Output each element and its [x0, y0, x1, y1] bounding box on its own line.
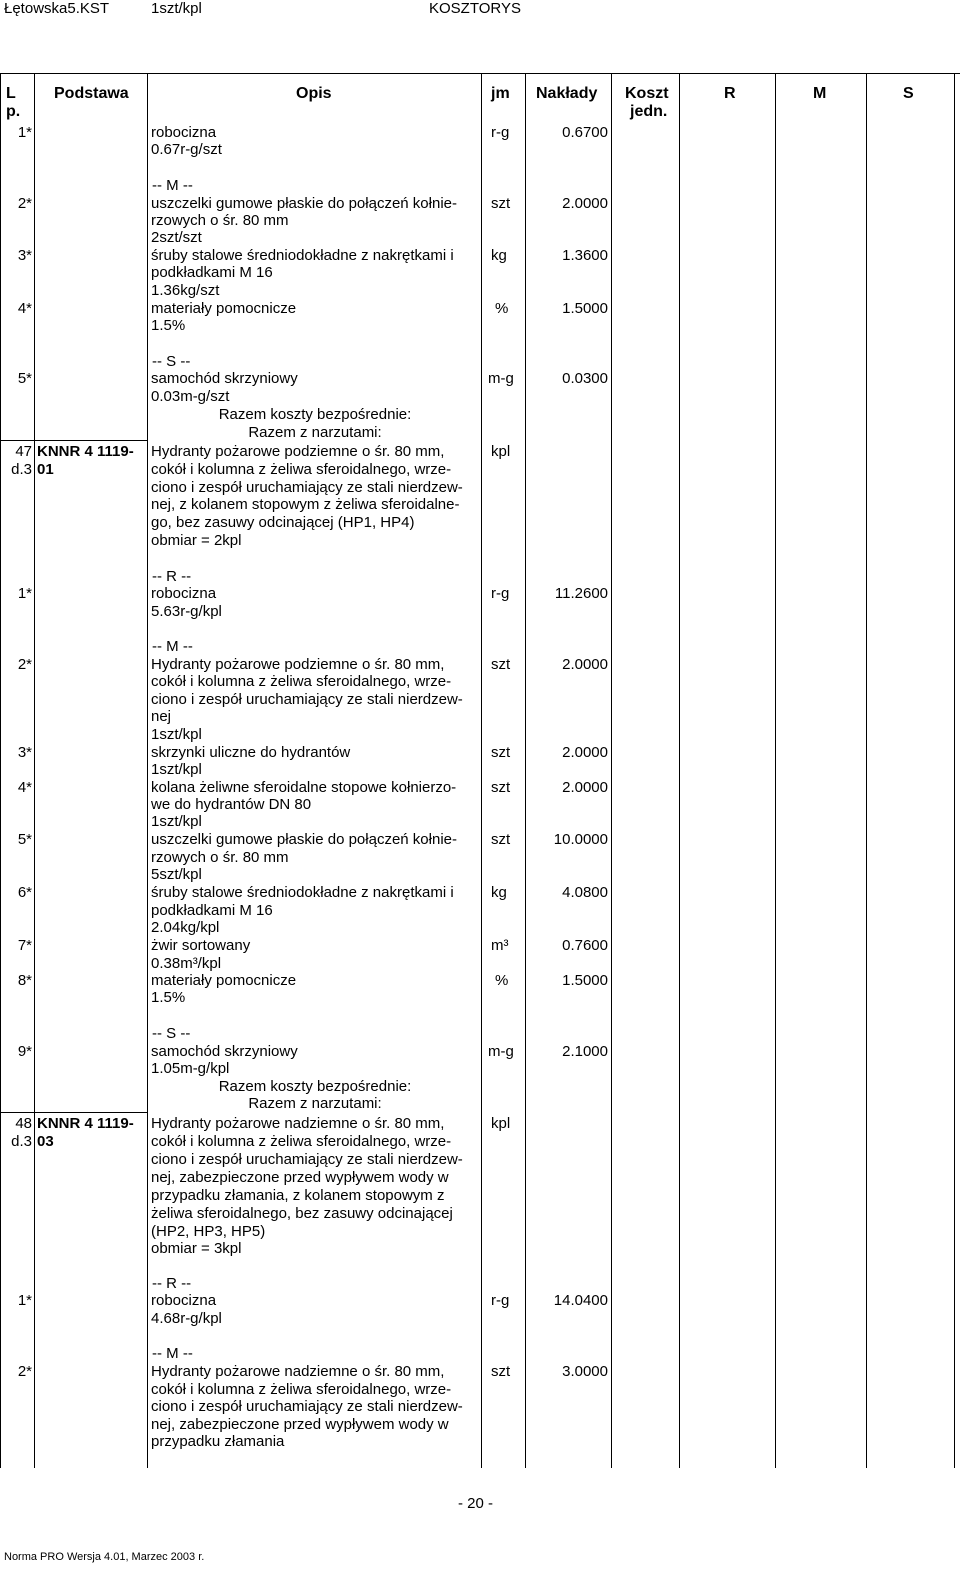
unit: m³	[491, 937, 509, 954]
unit: r-g	[491, 585, 510, 602]
description-line: nej, zabezpieczone przed wypływem wody w	[151, 1416, 449, 1433]
description-line: nej, zabezpieczone przed wypływem wody w	[151, 1169, 449, 1186]
quantity: 2.0000	[562, 656, 608, 673]
description-line: 5.63r-g/kpl	[151, 603, 222, 620]
description-line: 1szt/kpl	[151, 813, 202, 830]
description-line: (HP2, HP3, HP5)	[151, 1223, 266, 1240]
header-r: R	[724, 85, 736, 102]
table-top-border	[0, 73, 960, 74]
unit: kg	[491, 247, 507, 264]
row-divider-48	[0, 1112, 147, 1113]
line-number: 2*	[17, 656, 32, 673]
header-lp: L	[6, 85, 16, 102]
line-number: 2*	[17, 1363, 32, 1380]
unit: m-g	[488, 370, 514, 387]
quantity: 0.0300	[562, 370, 608, 387]
description-line: obmiar = 3kpl	[151, 1240, 242, 1257]
column-divider-koszt	[679, 73, 680, 1468]
description-line: 0.03m-g/szt	[151, 388, 230, 405]
quantity: 2.0000	[562, 744, 608, 761]
column-divider-podstawa	[147, 73, 148, 1468]
row-divider-47	[0, 440, 147, 441]
resource-group-label: -- M --	[152, 1345, 193, 1362]
description-line: rzowych o śr. 80 mm	[151, 849, 289, 866]
description-line: przypadku złamania, z kolanem stopowym z	[151, 1187, 445, 1204]
unit: szt	[491, 195, 511, 212]
software-version: Norma PRO Wersja 4.01, Marzec 2003 r.	[4, 1551, 205, 1563]
unit: kpl	[491, 443, 511, 460]
description-line: 0.67r-g/szt	[151, 141, 222, 158]
description-line: przypadku złamania	[151, 1433, 285, 1450]
line-number: 48	[15, 1115, 32, 1132]
header-jm: jm	[491, 85, 510, 102]
quantity: 2.1000	[562, 1043, 608, 1060]
quantity: 1.3600	[562, 247, 608, 264]
unit: %	[495, 300, 509, 317]
quantity: 1.5000	[562, 972, 608, 989]
line-number: 5*	[17, 831, 32, 848]
description-line: żeliwa sferoidalnego, bez zasuwy odcinającej	[151, 1205, 453, 1222]
description-line: we do hydrantów DN 80	[151, 796, 312, 813]
line-number: d.3	[11, 461, 32, 478]
line-number: d.3	[11, 1133, 32, 1150]
line-number: 2*	[17, 195, 32, 212]
description-line: robocizna	[151, 124, 217, 141]
description-line: ciono i zespół uruchamiający ze stali nierdzew-	[151, 1151, 463, 1168]
description-line: uszczelki gumowe płaskie do połączeń kołnie-	[151, 195, 457, 212]
summary-label: Razem koszty bezpośrednie:	[218, 1078, 412, 1095]
header-naklady: Nakłady	[536, 85, 598, 102]
base-reference: KNNR 4 1119-	[37, 1115, 134, 1132]
table-left-border	[0, 73, 1, 1468]
description-line: 1szt/kpl	[151, 0, 202, 17]
base-reference: KNNR 4 1119-	[37, 443, 134, 460]
description-line: Hydranty pożarowe podziemne o śr. 80 mm,	[151, 443, 445, 460]
line-number: 8*	[17, 972, 32, 989]
line-number: 1*	[17, 585, 32, 602]
resource-group-label: -- R --	[152, 568, 192, 585]
line-number: 6*	[17, 884, 32, 901]
document-title: KOSZTORYS	[429, 0, 521, 17]
description-line: ciono i zespół uruchamiający ze stali nierdzew-	[151, 479, 463, 496]
description-line: Hydranty pożarowe podziemne o śr. 80 mm,	[151, 656, 445, 673]
resource-group-label: -- R --	[152, 1275, 192, 1292]
description-line: 2szt/szt	[151, 229, 202, 246]
description-line: 1.5%	[151, 989, 186, 1006]
quantity: 2.0000	[562, 779, 608, 796]
description-line: żwir sortowany	[151, 937, 251, 954]
line-number: 3*	[17, 247, 32, 264]
quantity: 2.0000	[562, 195, 608, 212]
description-line: Hydranty pożarowe nadziemne o śr. 80 mm,	[151, 1363, 445, 1380]
unit: r-g	[491, 1292, 510, 1309]
quantity: 10.0000	[553, 831, 608, 848]
base-reference: 03	[37, 1133, 54, 1150]
description-line: materiały pomocnicze	[151, 300, 297, 317]
description-line: cokół i kolumna z żeliwa sferoidalnego, wrze-	[151, 461, 452, 478]
unit: kpl	[491, 1115, 511, 1132]
line-number: 1*	[17, 1292, 32, 1309]
description-line: ciono i zespół uruchamiający ze stali nierdzew-	[151, 1398, 463, 1415]
description-line: rzowych o śr. 80 mm	[151, 212, 289, 229]
description-line: samochód skrzyniowy	[151, 1043, 298, 1060]
quantity: 14.0400	[553, 1292, 608, 1309]
header-lp-2: p.	[6, 103, 21, 120]
description-line: nej, z kolanem stopowym z żeliwa sferoidalne-	[151, 496, 460, 513]
unit: %	[495, 972, 509, 989]
quantity: 3.0000	[562, 1363, 608, 1380]
unit: szt	[491, 744, 511, 761]
description-line: 1.5%	[151, 317, 186, 334]
description-line: kolana żeliwne sferoidalne stopowe kołnierzo-	[151, 779, 457, 796]
description-line: 1szt/kpl	[151, 761, 202, 778]
resource-group-label: -- S --	[152, 1025, 191, 1042]
file-name: Łętowska5.KST	[4, 0, 110, 17]
column-divider-jm	[525, 73, 526, 1468]
description-line: 2.04kg/kpl	[151, 919, 220, 936]
header-s: S	[903, 85, 914, 102]
header-podstawa: Podstawa	[54, 85, 129, 102]
resource-group-label: -- M --	[152, 177, 193, 194]
quantity: 4.0800	[562, 884, 608, 901]
description-line: skrzynki uliczne do hydrantów	[151, 744, 351, 761]
description-line: 5szt/kpl	[151, 866, 202, 883]
header-koszt-2: jedn.	[630, 103, 668, 120]
summary-label: Razem z narzutami:	[248, 424, 382, 441]
description-line: 1.36kg/szt	[151, 282, 220, 299]
description-line: samochód skrzyniowy	[151, 370, 298, 387]
description-line: ciono i zespół uruchamiający ze stali nierdzew-	[151, 691, 463, 708]
header-opis: Opis	[296, 85, 332, 102]
description-line: cokół i kolumna z żeliwa sferoidalnego, wrze-	[151, 1381, 452, 1398]
description-line: uszczelki gumowe płaskie do połączeń kołnie-	[151, 831, 457, 848]
description-line: śruby stalowe średniodokładne z nakrętkami i	[151, 884, 454, 901]
unit: kg	[491, 884, 507, 901]
description-line: 1.05m-g/kpl	[151, 1060, 230, 1077]
resource-group-label: -- M --	[152, 638, 193, 655]
line-number: 9*	[17, 1043, 32, 1060]
quantity: 0.7600	[562, 937, 608, 954]
column-divider-naklady	[611, 73, 612, 1468]
page-number: - 20 -	[458, 1495, 494, 1512]
line-number: 47	[15, 443, 32, 460]
description-line: materiały pomocnicze	[151, 972, 297, 989]
line-number: 3*	[17, 744, 32, 761]
description-line: nej	[151, 708, 172, 725]
unit: szt	[491, 831, 511, 848]
summary-label: Razem z narzutami:	[248, 1095, 382, 1112]
column-divider-lp	[34, 73, 35, 1468]
description-line: obmiar = 2kpl	[151, 532, 242, 549]
description-line: Hydranty pożarowe nadziemne o śr. 80 mm,	[151, 1115, 445, 1132]
quantity: 1.5000	[562, 300, 608, 317]
quantity: 0.6700	[562, 124, 608, 141]
line-number: 1*	[17, 124, 32, 141]
description-line: cokół i kolumna z żeliwa sferoidalnego, wrze-	[151, 673, 452, 690]
description-line: go, bez zasuwy odcinającej (HP1, HP4)	[151, 514, 415, 531]
unit: szt	[491, 1363, 511, 1380]
header-koszt: Koszt	[625, 85, 669, 102]
line-number: 4*	[17, 779, 32, 796]
description-line: podkładkami M 16	[151, 902, 273, 919]
line-number: 4*	[17, 300, 32, 317]
description-line: 4.68r-g/kpl	[151, 1310, 222, 1327]
line-number: 7*	[17, 937, 32, 954]
description-line: cokół i kolumna z żeliwa sferoidalnego, wrze-	[151, 1133, 452, 1150]
header-m: M	[813, 85, 827, 102]
description-line: śruby stalowe średniodokładne z nakrętkami i	[151, 247, 454, 264]
description-line: 1szt/kpl	[151, 726, 202, 743]
line-number: 5*	[17, 370, 32, 387]
summary-label: Razem koszty bezpośrednie:	[218, 406, 412, 423]
description-line: robocizna	[151, 585, 217, 602]
description-line: podkładkami M 16	[151, 264, 273, 281]
resource-group-label: -- S --	[152, 353, 191, 370]
column-divider-m	[866, 73, 867, 1468]
base-reference: 01	[37, 461, 54, 478]
column-divider-opis	[481, 73, 482, 1468]
quantity: 11.2600	[554, 585, 608, 602]
unit: r-g	[491, 124, 510, 141]
unit: m-g	[488, 1043, 514, 1060]
description-line: 0.38m³/kpl	[151, 955, 222, 972]
description-line: robocizna	[151, 1292, 217, 1309]
unit: szt	[491, 779, 511, 796]
table-right-border	[954, 73, 955, 1468]
column-divider-r	[775, 73, 776, 1468]
unit: szt	[491, 656, 511, 673]
